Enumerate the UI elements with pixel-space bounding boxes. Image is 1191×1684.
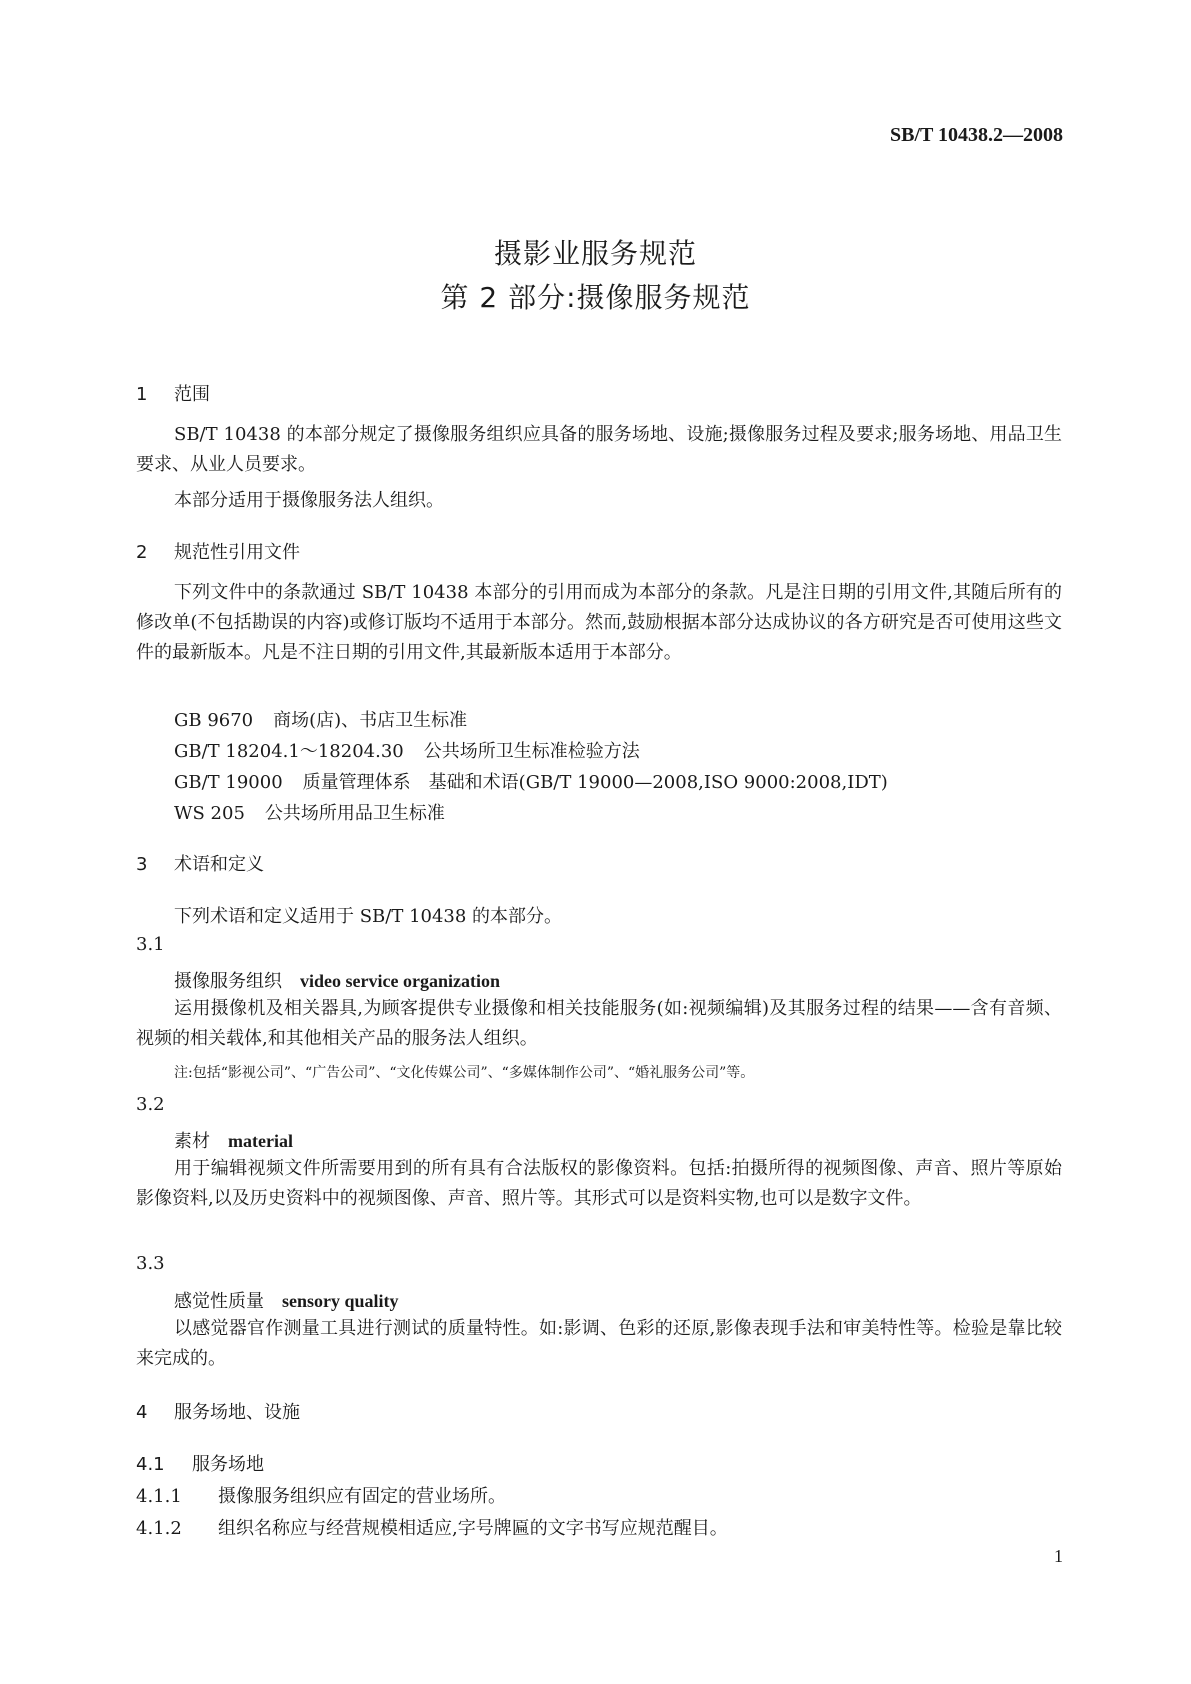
section-title: 服务场地、设施 [174,1402,300,1423]
references-paragraph: 下列文件中的条款通过 SB/T 10438 本部分的引用而成为本部分的条款。凡是注日期的引用文件,其随后所有的修改单(不包括勘误的内容)或修订版均不适用于本部分。然而,鼓励根据本部分达成协议的各方研究是否可使用这些文件的最新版本。凡是不注日期的引用文件,其最新版本适用于本部分。 [136,582,1062,663]
scope-paragraph-2: 本部分适用于摄像服务法人组织。 [174,490,444,511]
term-number: 3.2 [136,1094,165,1115]
clause [136,1514,728,1540]
term-number: 3.1 [136,934,165,955]
clause [136,1482,506,1508]
subsection-title: 服务场地 [192,1454,264,1475]
clause-text: 摄像服务组织应有固定的营业场所。 [218,1486,506,1507]
standard-code: SB/T 10438.2—2008 [890,124,1063,146]
term-number: 3.3 [136,1253,165,1274]
section-number: 2 [136,542,148,563]
term-heading [174,1127,293,1153]
section-number: 4 [136,1402,148,1423]
document-title: 摄影业服务规范 [493,237,697,270]
section-number: 1 [136,384,148,405]
reference-title: 公共场所卫生标准检验方法 [423,741,640,762]
clause-number: 4.1.2 [136,1518,182,1539]
clause-number: 4.1.1 [136,1486,182,1507]
reference-code: WS 205 [174,803,245,824]
term-chinese: 摄像服务组织 [174,971,282,992]
reference-item [174,737,640,763]
reference-title: 公共场所用品卫生标准 [264,803,445,824]
term-chinese: 素材 [174,1131,210,1152]
reference-item [174,799,445,825]
section-title: 范围 [174,384,210,405]
term-heading [174,967,500,993]
section-heading-normative-references [136,538,300,564]
section-heading-terms [136,850,264,876]
term-definition: 用于编辑视频文件所需要用到的所有具有合法版权的影像资料。包括:拍摄所得的视频图像、声音、照片等原始影像资料,以及历史资料中的视频图像、声音、照片等。其形式可以是资料实物,也可以是数字文件。 [136,1158,1062,1209]
section-title: 规范性引用文件 [174,542,300,563]
term-english: sensory quality [282,1291,399,1311]
scope-paragraph-1: SB/T 10438 的本部分规定了摄像服务组织应具备的服务场地、设施;摄像服务过程及要求;服务场地、用品卫生要求、从业人员要求。 [136,424,1062,475]
subsection-number: 4.1 [136,1454,165,1475]
section-heading-venue-facilities [136,1398,300,1424]
page-number: 1 [1054,1546,1063,1566]
section-number: 3 [136,854,148,875]
term-english: material [228,1131,293,1151]
reference-item [174,768,888,794]
subsection-heading [136,1450,264,1476]
term-definition: 运用摄像机及相关器具,为顾客提供专业摄像和相关技能服务(如:视频编辑)及其服务过程的结果——含有音频、视频的相关载体,和其他相关产品的服务法人组织。 [136,998,1062,1049]
term-english: video service organization [300,971,500,991]
reference-title: 质量管理体系 基础和术语(GB/T 19000—2008,ISO 9000:2008,IDT) [302,772,888,793]
term-heading [174,1287,399,1313]
clause-text: 组织名称应与经营规模相适应,字号牌匾的文字书写应规范醒目。 [218,1518,728,1539]
reference-code: GB 9670 [174,710,254,731]
reference-code: GB/T 18204.1～18204.30 [174,741,404,762]
term-note: 注:包括“影视公司”、“广告公司”、“文化传媒公司”、“多媒体制作公司”、“婚礼服务公司”等。 [174,1065,755,1081]
section-title: 术语和定义 [174,854,264,875]
document-subtitle: 第 2 部分:摄像服务规范 [440,281,751,314]
section-heading-scope [136,380,210,406]
reference-title: 商场(店)、书店卫生标准 [273,710,468,731]
term-definition: 以感觉器官作测量工具进行测试的质量特性。如:影调、色彩的还原,影像表现手法和审美特性等。检验是靠比较来完成的。 [136,1318,1062,1369]
term-chinese: 感觉性质量 [174,1291,264,1312]
terms-intro: 下列术语和定义适用于 SB/T 10438 的本部分。 [174,906,563,927]
reference-item [174,706,467,732]
reference-code: GB/T 19000 [174,772,283,793]
